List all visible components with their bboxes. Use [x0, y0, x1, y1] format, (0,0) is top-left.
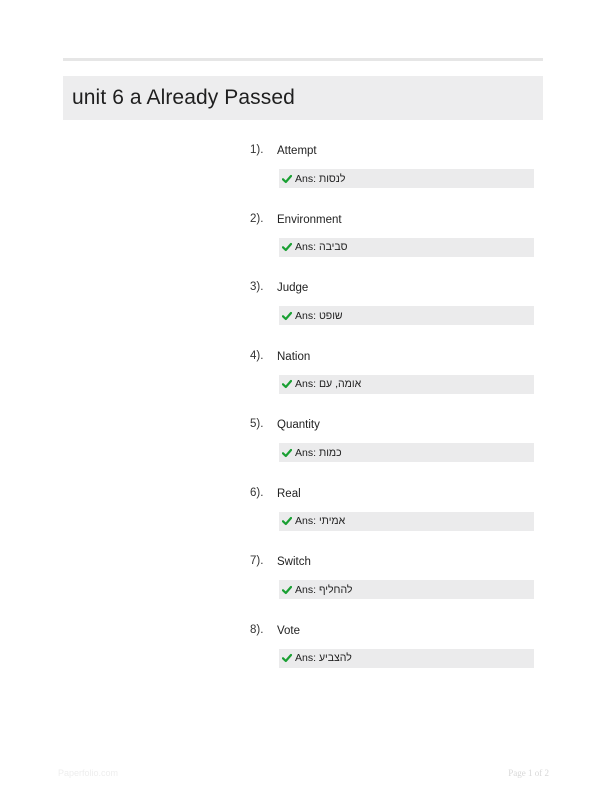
answer-text: Ans: סביבה	[295, 241, 348, 253]
answer-text: Ans: לנסות	[295, 172, 346, 185]
question-term: Quantity	[277, 419, 320, 431]
answer-box	[279, 169, 534, 188]
answer-box	[279, 238, 534, 257]
check-icon	[282, 311, 292, 321]
question-term: Nation	[277, 350, 311, 363]
question-number: 1).	[250, 144, 264, 156]
question-item	[250, 553, 540, 622]
question-number: 7).	[250, 555, 264, 567]
page-title: unit 6 a Already Passed	[72, 86, 295, 109]
question-item	[250, 279, 540, 348]
check-icon	[282, 585, 292, 595]
question-number: 6).	[250, 486, 264, 499]
answer-box	[279, 306, 534, 325]
answer-text: Ans: כמות	[295, 446, 342, 459]
question-number: 2).	[250, 212, 264, 225]
check-icon	[282, 379, 292, 389]
answer-text: Ans: אמיתי	[295, 515, 346, 527]
question-list	[250, 142, 540, 690]
question-number: 8).	[250, 623, 264, 636]
question-term: Switch	[277, 556, 311, 568]
question-term: Vote	[277, 624, 301, 637]
question-item	[250, 348, 540, 417]
answer-text: Ans: להצביע	[295, 652, 352, 664]
question-item	[250, 142, 540, 211]
question-number: 4).	[250, 349, 264, 362]
answer-text: Ans: אומה, עם	[295, 378, 362, 390]
check-icon	[282, 516, 292, 526]
question-item	[250, 211, 540, 280]
check-icon	[282, 448, 292, 458]
page-number: Page 1 of 2	[508, 768, 549, 778]
top-divider	[63, 58, 543, 61]
question-number: 3).	[250, 281, 264, 293]
check-icon	[282, 242, 292, 252]
answer-text: Ans: שופט	[295, 309, 343, 322]
question-item	[250, 416, 540, 485]
question-term: Environment	[277, 213, 342, 226]
question-number: 5).	[250, 418, 264, 430]
answer-text: Ans: להחליף	[295, 583, 353, 596]
question-item	[250, 485, 540, 554]
answer-box	[279, 649, 534, 668]
answer-box	[279, 512, 534, 531]
answer-box	[279, 375, 534, 394]
question-term: Real	[277, 487, 301, 500]
title-bar	[63, 76, 543, 120]
check-icon	[282, 174, 292, 184]
question-term: Judge	[277, 282, 309, 294]
question-term: Attempt	[277, 145, 317, 157]
answer-box	[279, 443, 534, 462]
check-icon	[282, 653, 292, 663]
answer-box	[279, 580, 534, 599]
question-item	[250, 622, 540, 691]
footer-site: Paperfolio.com	[58, 768, 119, 778]
